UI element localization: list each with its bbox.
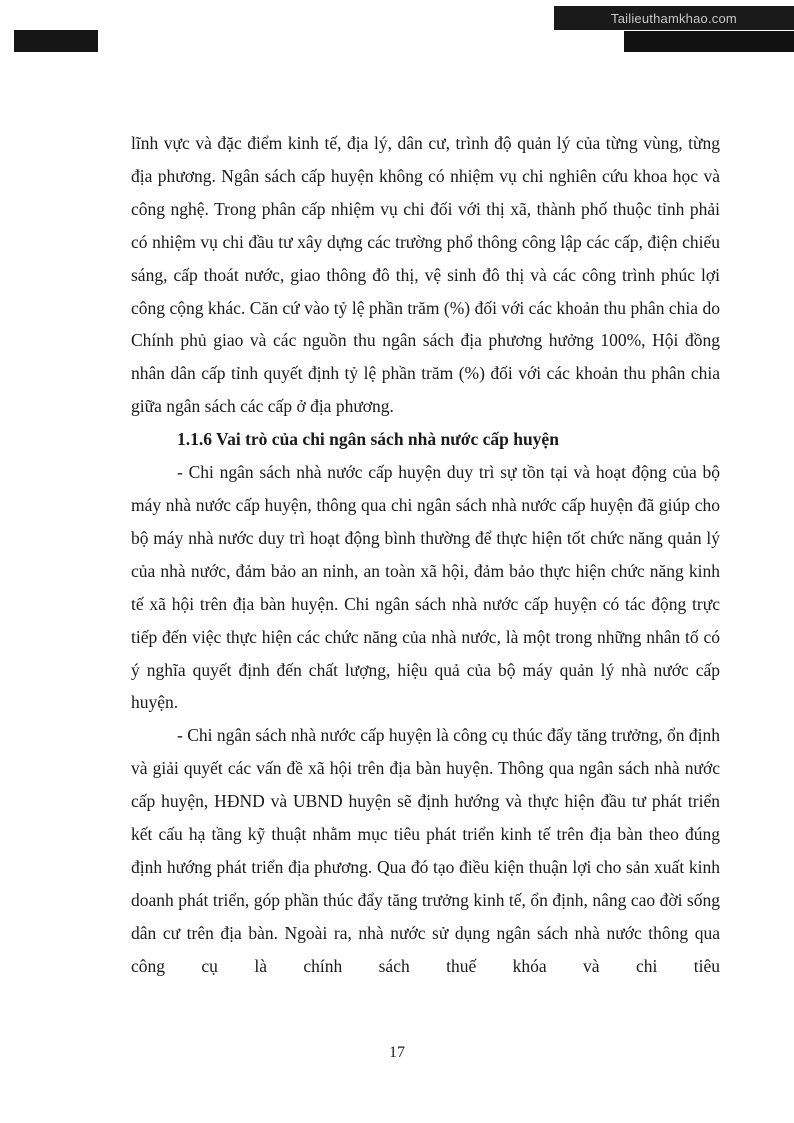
document-content bbox=[131, 127, 720, 983]
section-heading-1-1-6: 1.1.6 Vai trò của chi ngân sách nhà nước cấp huyện bbox=[177, 429, 559, 450]
paragraph-budget-scope: lĩnh vực và đặc điểm kinh tế, địa lý, dân cư, trình độ quản lý của từng vùng, từng địa phương. Ngân sách cấp huyện không có nhiệm vụ chi nghiên cứu khoa học và công nghệ. Trong phân cấp nhiệm vụ chi đối với thị xã, thành phố thuộc tỉnh phải có nhiệm vụ chi đầu tư xây dựng các trường phổ thông công lập các cấp, điện chiếu sáng, cấp thoát nước, giao thông đô thị, vệ sinh đô thị và các công trình phúc lợi công cộng khác. Căn cứ vào tỷ lệ phần trăm (%) đối với các khoản thu phân chia do Chính phủ giao và các nguồn thu ngân sách địa phương hưởng 100%, Hội đồng nhân dân cấp tỉnh quyết định tỷ lệ phần trăm (%) đối với các khoản thu phân chia giữa ngân sách các cấp ở địa phương. bbox=[131, 133, 720, 417]
paragraph-role-apparatus: - Chi ngân sách nhà nước cấp huyện duy trì sự tồn tại và hoạt động của bộ máy nhà nước cấp huyện, thông qua chi ngân sách nhà nước cấp huyện đã giúp cho bộ máy nhà nước duy trì hoạt động bình thường để thực hiện tốt chức năng quản lý của nhà nước, đảm bảo an ninh, an toàn xã hội, đảm bảo thực hiện chức năng kinh tế xã hội trên địa bàn huyện. Chi ngân sách nhà nước cấp huyện có tác động trực tiếp đến việc thực hiện các chức năng của nhà nước, là một trong những nhân tố có ý nghĩa quyết định đến chất lượng, hiệu quả của bộ máy quản lý nhà nước cấp huyện. bbox=[131, 462, 720, 713]
site-watermark-banner bbox=[554, 6, 794, 30]
watermark-sub-bar bbox=[624, 31, 794, 52]
corner-watermark-block bbox=[14, 30, 98, 52]
site-watermark-text: Tailieuthamkhao.com bbox=[611, 10, 737, 26]
page-number: 17 bbox=[389, 1044, 405, 1061]
paragraph-role-growth: - Chi ngân sách nhà nước cấp huyện là công cụ thúc đẩy tăng trưởng, ổn định và giải quyết các vấn đề xã hội trên địa bàn huyện. Thông qua ngân sách nhà nước cấp huyện, HĐND và UBND huyện sẽ định hướng và thực hiện đầu tư phát triển kết cấu hạ tầng kỹ thuật nhằm mục tiêu phát triển kinh tế trên địa bàn theo đúng định hướng phát triển địa phương. Qua đó tạo điều kiện thuận lợi cho sản xuất kinh doanh phát triển, góp phần thúc đẩy tăng trưởng kinh tế, ổn định, nâng cao đời sống dân cư trên địa bàn. Ngoài ra, nhà nước sử dụng ngân sách nhà nước thông qua công cụ là chính sách thuế khóa và chi tiêu bbox=[131, 725, 720, 976]
